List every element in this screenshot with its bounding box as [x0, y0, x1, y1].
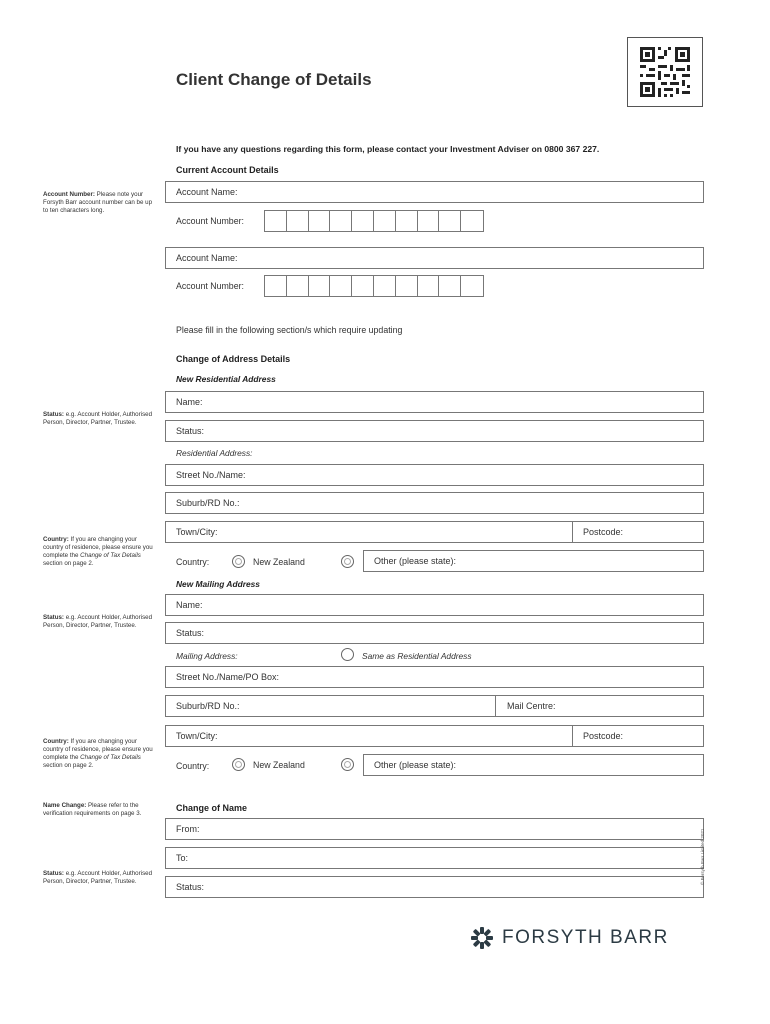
mailing-town-field[interactable]	[165, 725, 704, 747]
account-number-label: Account Number:	[176, 281, 244, 291]
copyright-text: © Forsyth Barr Limited 2021	[700, 828, 705, 885]
mailing-street-field[interactable]	[165, 666, 704, 688]
street-po-label: Street No./Name/PO Box:	[176, 672, 280, 682]
suburb-label: Suburb/RD No.:	[176, 701, 240, 711]
account-name-label: Account Name:	[176, 187, 238, 197]
qr-code-icon	[627, 37, 703, 107]
other-country-radio[interactable]	[341, 555, 354, 568]
account-name-field-2[interactable]	[165, 247, 704, 269]
status-label: Status:	[176, 628, 205, 638]
same-as-residential-radio[interactable]	[341, 648, 354, 661]
account-number-cells-1[interactable]	[264, 210, 484, 232]
other-country-field[interactable]	[363, 550, 704, 572]
from-name-field[interactable]	[165, 818, 704, 840]
change-name-heading: Change of Name	[176, 803, 248, 813]
address-heading: Change of Address Details	[176, 354, 291, 364]
nz-radio[interactable]	[232, 758, 245, 771]
country-label: Country:	[176, 557, 210, 567]
account-name-label: Account Name:	[176, 253, 238, 263]
town-label: Town/City:	[176, 527, 218, 537]
mailing-address-label: Mailing Address:	[176, 651, 238, 661]
mail-centre-label: Mail Centre:	[507, 701, 556, 711]
town-label: Town/City:	[176, 731, 218, 741]
nz-option-label: New Zealand	[253, 557, 305, 567]
postcode-label: Postcode:	[583, 527, 624, 537]
suburb-label: Suburb/RD No.:	[176, 498, 240, 508]
logo-text: FORSYTH BARR	[502, 927, 669, 948]
nz-option-label: New Zealand	[253, 760, 305, 770]
intro-text: If you have any questions regarding this form, please contact your Investment Adviser on 0800 367 227.	[176, 144, 600, 154]
account-number-cells-2[interactable]	[264, 275, 484, 297]
account-number-note: Account Number: Please note your Forsyth Barr account number can be up to ten characters long.	[43, 191, 153, 214]
forsyth-barr-star-icon	[470, 926, 494, 950]
mailing-name-field[interactable]	[165, 594, 704, 616]
residential-name-field[interactable]	[165, 391, 704, 413]
account-name-field-1[interactable]	[165, 181, 704, 203]
residential-town-field[interactable]	[165, 521, 704, 543]
forsyth-barr-logo	[470, 926, 669, 950]
name-label: Name:	[176, 397, 203, 407]
other-country-field[interactable]	[363, 754, 704, 776]
status-label: Status:	[176, 426, 205, 436]
same-as-residential-label: Same as Residential Address	[362, 651, 472, 661]
name-status-field[interactable]	[165, 876, 704, 898]
mailing-status-field[interactable]	[165, 622, 704, 644]
page-title: Client Change of Details	[176, 70, 372, 89]
status-note: Status: e.g. Account Holder, Authorised Person, Director, Partner, Trustee.	[43, 614, 153, 629]
residential-status-field[interactable]	[165, 420, 704, 442]
from-label: From:	[176, 824, 200, 834]
country-note: Country: If you are changing your country of residence, please ensure you complete the Change of Tax Details section on page 2.	[43, 536, 153, 567]
other-option-label: Other (please state):	[374, 556, 457, 566]
nz-radio[interactable]	[232, 555, 245, 568]
name-label: Name:	[176, 600, 203, 610]
residential-heading: New Residential Address	[176, 374, 276, 384]
fill-instruction: Please fill in the following section/s which require updating	[176, 325, 403, 335]
to-label: To:	[176, 853, 189, 863]
current-account-heading: Current Account Details	[176, 165, 279, 175]
residential-street-field[interactable]	[165, 464, 704, 486]
residential-suburb-field[interactable]	[165, 492, 704, 514]
mailing-heading: New Mailing Address	[176, 579, 260, 589]
postcode-label: Postcode:	[583, 731, 624, 741]
status-label: Status:	[176, 882, 205, 892]
country-label: Country:	[176, 761, 210, 771]
country-note: Country: If you are changing your country of residence, please ensure you complete the Change of Tax Details section on page 2.	[43, 738, 153, 769]
mailing-suburb-field[interactable]	[165, 695, 704, 717]
account-number-label: Account Number:	[176, 216, 244, 226]
name-change-note: Name Change: Please refer to the verification requirements on page 3.	[43, 802, 142, 817]
other-country-radio[interactable]	[341, 758, 354, 771]
status-note: Status: e.g. Account Holder, Authorised Person, Director, Partner, Trustee.	[43, 411, 153, 426]
to-name-field[interactable]	[165, 847, 704, 869]
other-option-label: Other (please state):	[374, 760, 457, 770]
status-note: Status: e.g. Account Holder, Authorised Person, Director, Partner, Trustee.	[43, 870, 153, 885]
residential-address-label: Residential Address:	[176, 448, 253, 458]
street-label: Street No./Name:	[176, 470, 246, 480]
